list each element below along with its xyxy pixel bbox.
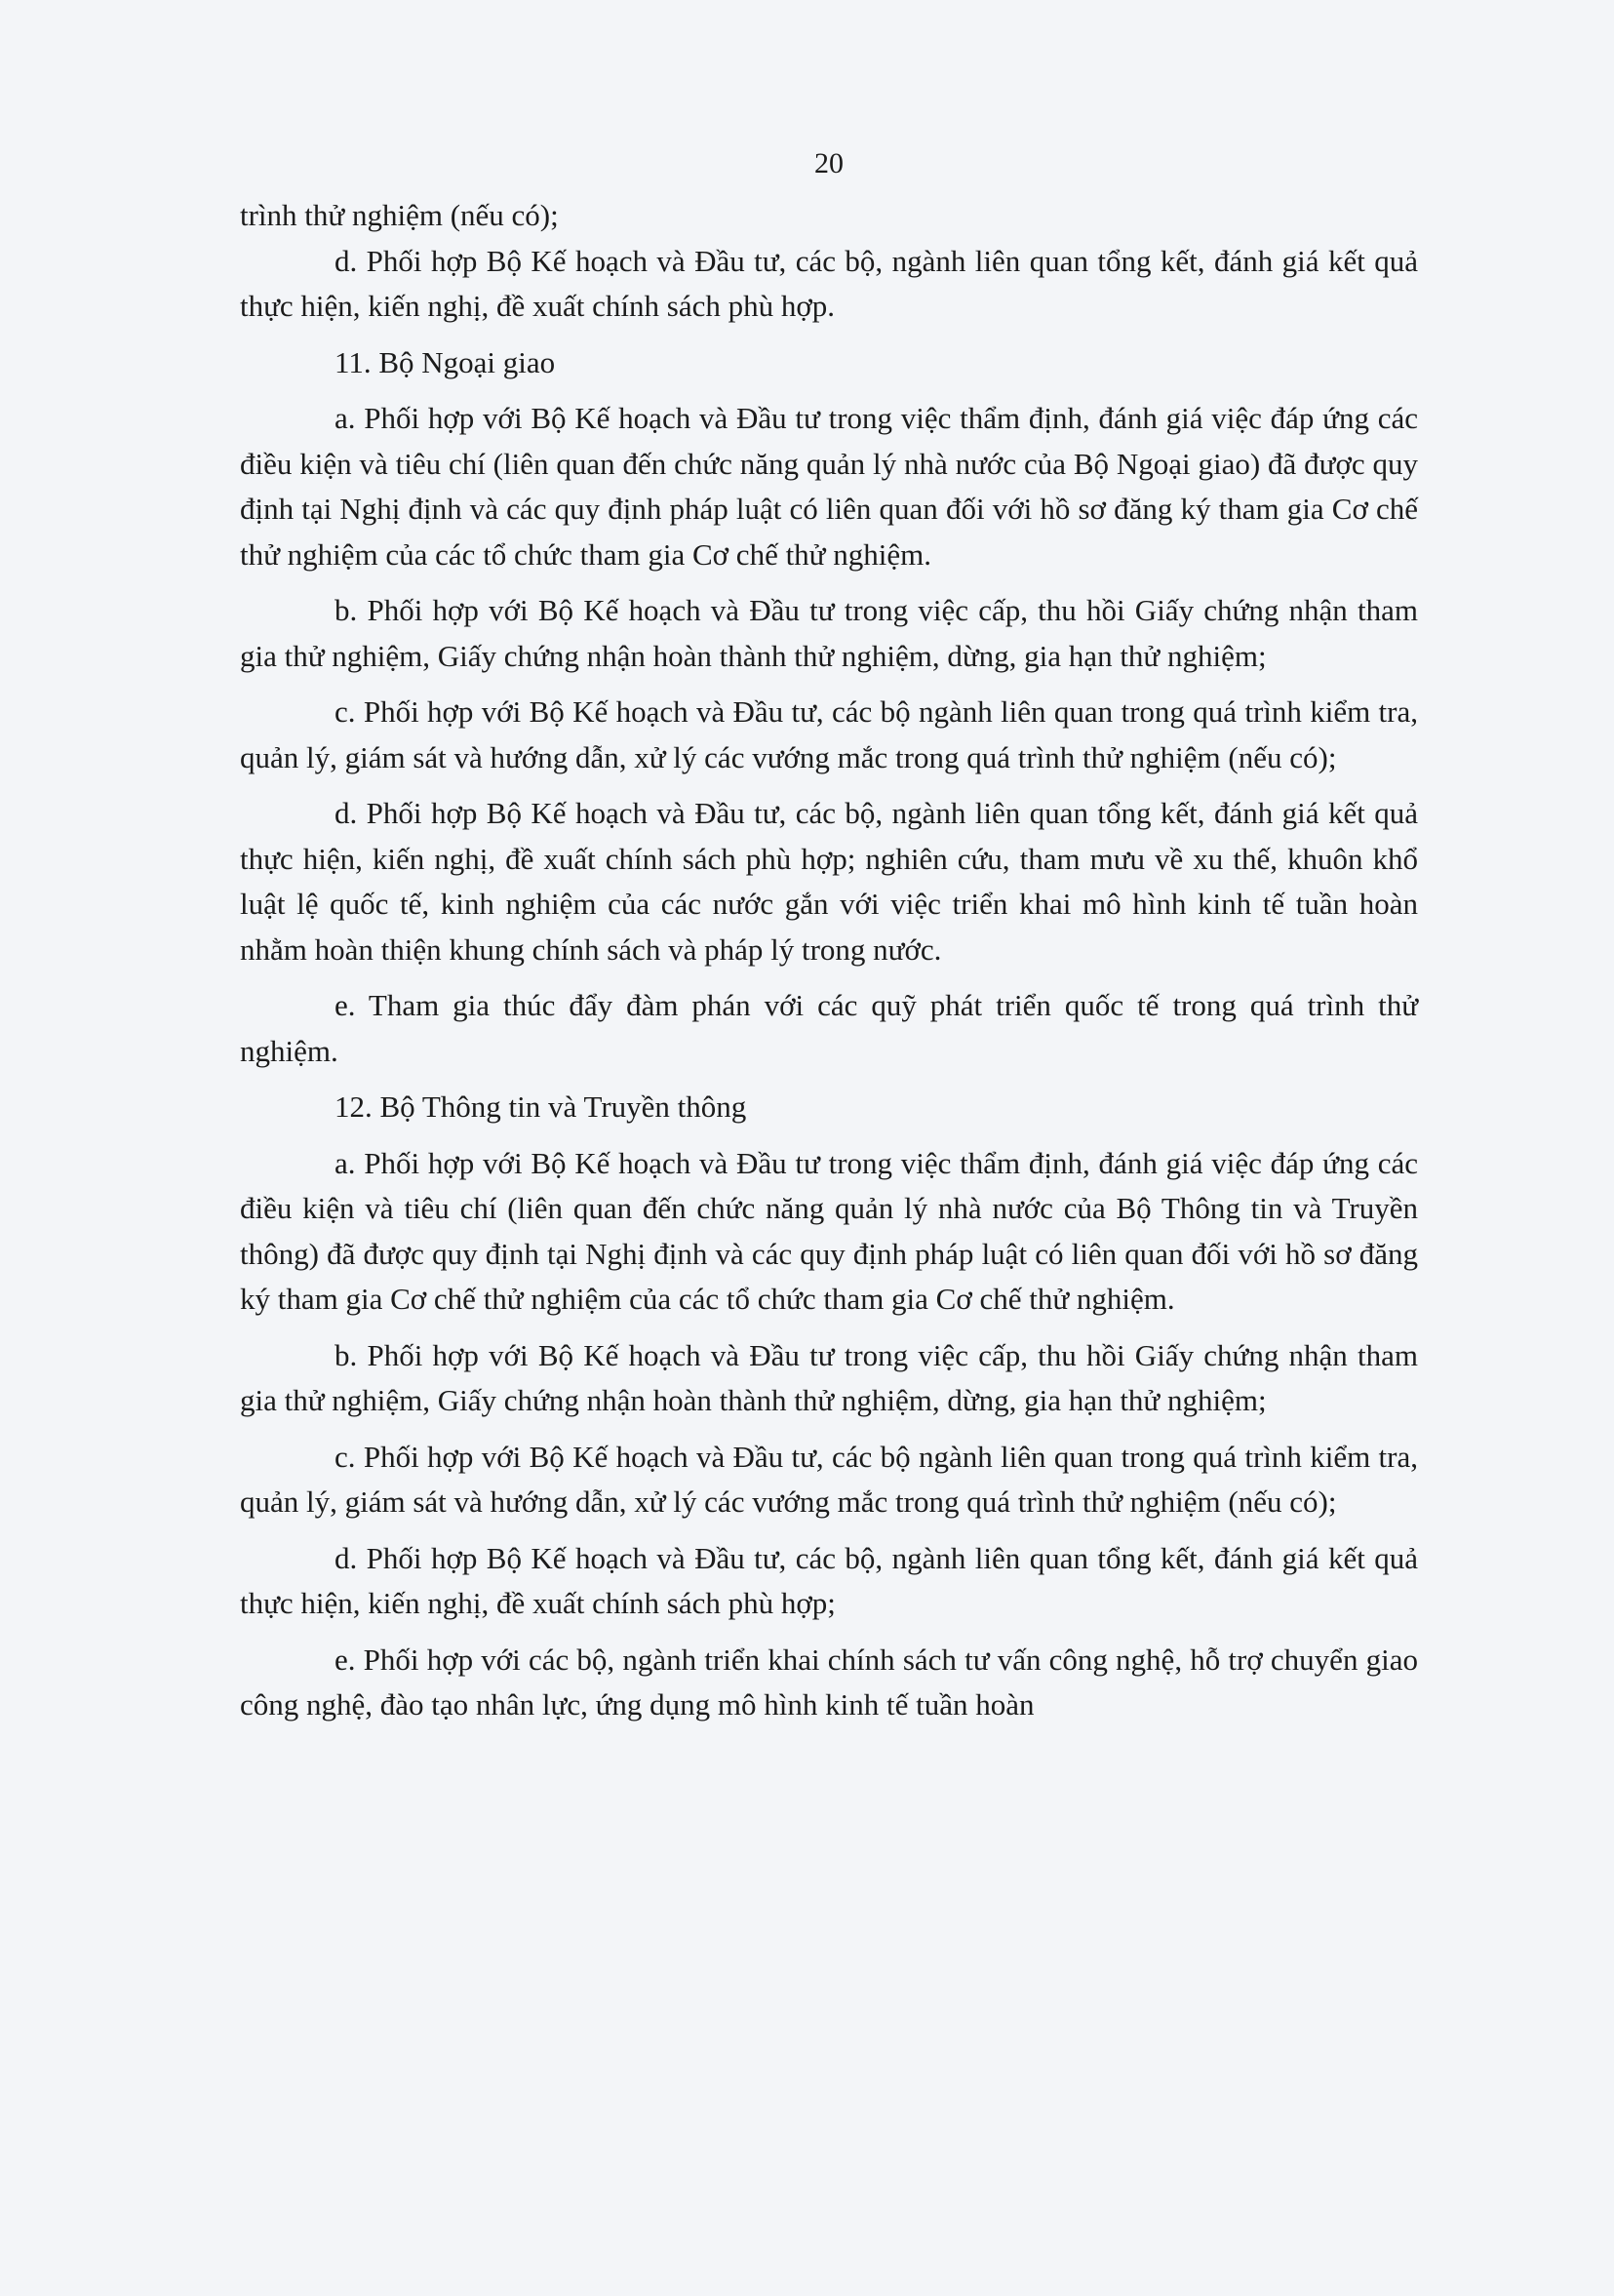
paragraph-item-d: d. Phối hợp Bộ Kế hoạch và Đầu tư, các bộ, ngành liên quan tổng kết, đánh giá kết quả thực hiện, kiến nghị, đề xuất chính sách phù hợp.	[240, 243, 1418, 323]
paragraph-item-a: a. Phối hợp với Bộ Kế hoạch và Đầu tư trong việc thẩm định, đánh giá việc đáp ứng các điều kiện và tiêu chí (liên quan đến chức năng quản lý nhà nước của Bộ Thông tin và Truyền thông) đã được quy định tại Nghị định và các quy định pháp luật có liên quan đối với hồ sơ đăng ký tham gia Cơ chế thử nghiệm của các tổ chức tham gia Cơ chế thử nghiệm.	[240, 1145, 1418, 1316]
paragraph-item-a: a. Phối hợp với Bộ Kế hoạch và Đầu tư trong việc thẩm định, đánh giá việc đáp ứng các điều kiện và tiêu chí (liên quan đến chức năng quản lý nhà nước của Bộ Ngoại giao) đã được quy định tại Nghị định và các quy định pháp luật có liên quan đối với hồ sơ đăng ký tham gia Cơ chế thử nghiệm của các tổ chức tham gia Cơ chế thử nghiệm.	[240, 401, 1418, 572]
paragraph-continuation: trình thử nghiệm (nếu có);	[240, 198, 559, 232]
section-heading-12: 12. Bộ Thông tin và Truyền thông	[335, 1089, 747, 1124]
paragraph-item-e: e. Phối hợp với các bộ, ngành triển khai chính sách tư vấn công nghệ, hỗ trợ chuyển giao công nghệ, đào tạo nhân lực, ứng dụng mô hình kinh tế tuần hoàn	[240, 1642, 1418, 1722]
paragraph-item-b: b. Phối hợp với Bộ Kế hoạch và Đầu tư trong việc cấp, thu hồi Giấy chứng nhận tham gia thử nghiệm, Giấy chứng nhận hoàn thành thử nghiệm, dừng, gia hạn thử nghiệm;	[240, 1337, 1418, 1417]
section-heading-11: 11. Bộ Ngoại giao	[335, 344, 556, 379]
paragraph-item-d: d. Phối hợp Bộ Kế hoạch và Đầu tư, các bộ, ngành liên quan tổng kết, đánh giá kết quả thực hiện, kiến nghị, đề xuất chính sách phù hợp;	[240, 1540, 1418, 1620]
paragraph-item-c: c. Phối hợp với Bộ Kế hoạch và Đầu tư, các bộ ngành liên quan trong quá trình kiểm tra, quản lý, giám sát và hướng dẫn, xử lý các vướng mắc trong quá trình thử nghiệm (nếu có);	[240, 694, 1418, 774]
paragraph-item-e: e. Tham gia thúc đẩy đàm phán với các quỹ phát triển quốc tế trong quá trình thử nghiệm.	[240, 988, 1418, 1068]
paragraph-item-b: b. Phối hợp với Bộ Kế hoạch và Đầu tư trong việc cấp, thu hồi Giấy chứng nhận tham gia thử nghiệm, Giấy chứng nhận hoàn thành thử nghiệm, dừng, gia hạn thử nghiệm;	[240, 593, 1418, 673]
document-body	[240, 193, 1418, 1728]
paragraph-item-c: c. Phối hợp với Bộ Kế hoạch và Đầu tư, các bộ ngành liên quan trong quá trình kiểm tra, quản lý, giám sát và hướng dẫn, xử lý các vướng mắc trong quá trình thử nghiệm (nếu có);	[240, 1439, 1418, 1519]
page-number: 20	[814, 147, 844, 179]
paragraph-item-d: d. Phối hợp Bộ Kế hoạch và Đầu tư, các bộ, ngành liên quan tổng kết, đánh giá kết quả thực hiện, kiến nghị, đề xuất chính sách phù hợp; nghiên cứu, tham mưu về xu thế, khuôn khổ luật lệ quốc tế, kinh nghiệm của các nước gắn với việc triển khai mô hình kinh tế tuần hoàn nhằm hoàn thiện khung chính sách và pháp lý trong nước.	[240, 796, 1418, 967]
